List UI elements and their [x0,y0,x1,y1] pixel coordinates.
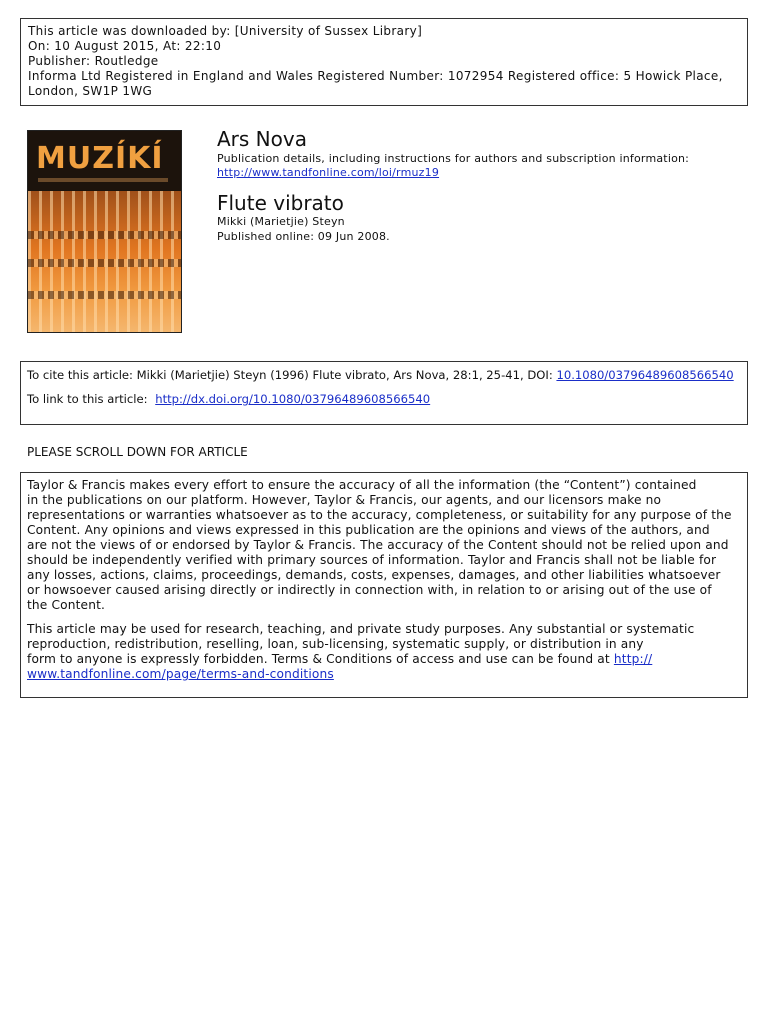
citation-box [20,361,748,425]
link-line [27,392,430,407]
disclaimer-line: in the publications on our platform. However, Taylor & Francis, our agents, and our licensors make no [27,493,662,507]
link-label: To link to this article: [27,392,148,406]
usage-line: This article may be used for research, teaching, and private study purposes. Any substantial or systematic [27,622,695,636]
cover-pattern-band [28,259,181,267]
published-date: Published online: 09 Jun 2008. [217,230,390,243]
journal-title: Ars Nova [217,127,307,151]
usage-text: form to anyone is expressly forbidden. Terms & Conditions of access and use can be found at [27,652,610,666]
cover-subtitle-strip [38,178,168,182]
article-doi-url-link[interactable]: http://dx.doi.org/10.1080/03796489608566540 [155,392,431,406]
disclaimer-line: should be independently verified with primary sources of information. Taylor and Francis shall not be liable for [27,553,717,567]
terms-link-start[interactable]: http:// [613,652,653,666]
article-title: Flute vibrato [217,191,344,215]
scroll-down-note: PLEASE SCROLL DOWN FOR ARTICLE [27,445,248,459]
cover-pattern-band [28,291,181,299]
cite-line [27,368,734,383]
cover-logo: MUZÍKÍ [36,141,164,176]
disclaimer-line: representations or warranties whatsoever as to the accuracy, completeness, or suitability for any purpose of the [27,508,732,522]
usage-line [27,652,652,667]
publication-details: Publication details, including instructions for authors and subscription information: [217,152,690,165]
terms-and-conditions-link[interactable]: www.tandfonline.com/page/terms-and-conditions [27,667,334,681]
usage-line: reproduction, redistribution, reselling, loan, sub-licensing, systematic supply, or distribution in any [27,637,644,651]
download-notice-line: On: 10 August 2015, At: 22:10 [28,39,222,53]
doi-link[interactable]: 10.1080/03796489608566540 [556,368,734,382]
journal-url-link[interactable]: http://www.tandfonline.com/loi/rmuz19 [217,166,440,179]
cite-text: To cite this article: Mikki (Marietjie) Steyn (1996) Flute vibrato, Ars Nova, 28:1, 25-41, DOI: [27,368,553,382]
download-notice-line: Informa Ltd Registered in England and Wales Registered Number: 1072954 Registered office: 5 Howick Place, [28,69,723,83]
article-author: Mikki (Marietjie) Steyn [217,215,345,228]
disclaimer-line: any losses, actions, claims, proceedings, demands, costs, expenses, damages, and other liabilities whatsoever [27,568,721,582]
download-notice-box [20,18,748,106]
download-notice-line: This article was downloaded by: [University of Sussex Library] [28,24,423,38]
disclaimer-line: Taylor & Francis makes every effort to ensure the accuracy of all the information (the “Content”) contained [27,478,697,492]
download-notice-line: London, SW1P 1WG [28,84,153,98]
journal-cover-image [27,130,182,333]
disclaimer-box [20,472,748,698]
cover-pattern-band [28,231,181,239]
disclaimer-line: or howsoever caused arising directly or indirectly in connection with, in relation to or arising out of the use of [27,583,712,597]
usage-line [27,667,334,682]
disclaimer-line: the Content. [27,598,106,612]
disclaimer-line: Content. Any opinions and views expressed in this publication are the opinions and views of the authors, and [27,523,710,537]
download-notice-line: Publisher: Routledge [28,54,159,68]
disclaimer-line: are not the views of or endorsed by Taylor & Francis. The accuracy of the Content should not be relied upon and [27,538,729,552]
